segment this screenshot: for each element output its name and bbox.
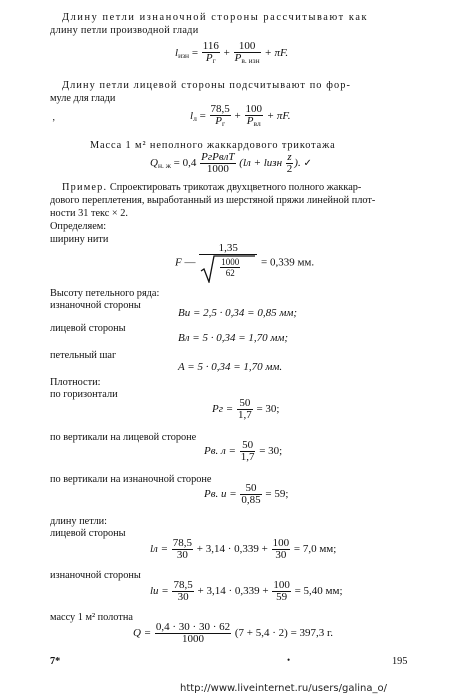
formula-P-g: Pг = $\frac{50}{1,7}$ = 30; bbox=[212, 397, 280, 421]
para1-line1: Длину петли изнаночной стороны рассчитывают как bbox=[62, 12, 369, 23]
mass-fabric-label: массу 1 м² полотна bbox=[50, 612, 133, 623]
formula-l-l: $l_л$ = $\frac{78,5}{P_г}$ + $\frac{100}{P_{вл}}$ + πF. bbox=[190, 103, 291, 128]
signature-mark: 7* bbox=[50, 656, 61, 667]
vertical-face-label: по вертикали на лицевой стороне bbox=[50, 432, 197, 443]
stray-mark: ʼ bbox=[52, 118, 56, 129]
face-side-label-2: лицевой стороны bbox=[50, 528, 126, 539]
loop-row-height-label: Высоту петельного ряда: bbox=[50, 288, 160, 299]
footer-dot: • bbox=[287, 655, 291, 665]
thread-width-label: ширину нити bbox=[50, 234, 109, 245]
formula-q-nzh: $Q_{н. ж} = 0,4$ $\frac{\text{PгPвлT}}{1000}$ (lл + lизн $\frac{z}{2}$ ). ✓ bbox=[150, 151, 312, 175]
formula-B-i: Bи = 2,5 · 0,34 = 0,85 мм; bbox=[178, 307, 298, 319]
para1-line2: длину петли производной глади bbox=[50, 25, 199, 36]
formula-F: F — $\frac{1,35}{\frac{1000}{62}}$ = 0,339 мм. bbox=[175, 243, 314, 285]
purl-side-label: изнаночной стороны bbox=[50, 300, 141, 311]
formula-Q: Q = $\frac{0,4 \cdot 30 \cdot 30 \cdot 62}{1000}$ (7 + 5,4 · 2) = 397,3 г. bbox=[133, 621, 334, 645]
horizontal-label: по горизонтали bbox=[50, 389, 118, 400]
formula-B-l: Bл = 5 · 0,34 = 1,70 мм; bbox=[178, 332, 289, 344]
example-line2: дового переплетения, выработанный из шерстяной пряжи линейной плот- bbox=[50, 195, 376, 206]
para2-line2: муле для глади bbox=[50, 93, 116, 104]
example-line3: ности 31 текс × 2. bbox=[50, 208, 129, 219]
purl-side-label-2: изнаночной стороны bbox=[50, 570, 141, 581]
densities-label: Плотности: bbox=[50, 377, 101, 388]
formula-A: A = 5 · 0,34 = 1,70 мм. bbox=[178, 361, 283, 373]
example-line1: Пример. Спроектировать трикотаж двухцветного полного жаккар- bbox=[62, 182, 362, 193]
para2-line1: Длину петли лицевой стороны подсчитывают по фор- bbox=[62, 80, 352, 91]
mass-heading: Масса 1 м² неполного жаккардового трикотажа bbox=[90, 140, 336, 151]
determine-label: Определяем: bbox=[50, 221, 107, 232]
vertical-purl-label: по вертикали на изнаночной стороне bbox=[50, 474, 212, 485]
formula-l-izn: $l_{изн}$ = $\frac{116}{P_г}$ + $\frac{100}{P_{в. изн}}$ + πF. bbox=[175, 40, 289, 65]
formula-l-l-calc: lл = $\frac{78,5}{30}$ + 3,14 · 0,339 + $\frac{100}{30}$ = 7,0 мм; bbox=[150, 537, 337, 561]
page-number: 195 bbox=[392, 656, 408, 667]
formula-P-vi: Pв. и = $\frac{50}{0,85}$ = 59; bbox=[204, 482, 289, 506]
loop-length-label: длину петли: bbox=[50, 516, 107, 527]
formula-l-i-calc: lи = $\frac{78,5}{30}$ + 3,14 · 0,339 + $\frac{100}{59}$ = 5,40 мм; bbox=[150, 579, 343, 603]
loop-pitch-label: петельный шаг bbox=[50, 350, 117, 361]
watermark-url: http://www.liveinternet.ru/users/galina_o/ bbox=[180, 683, 387, 694]
face-side-label: лицевой стороны bbox=[50, 323, 126, 334]
formula-P-vl: Pв. л = $\frac{50}{1,7}$ = 30; bbox=[204, 439, 283, 463]
